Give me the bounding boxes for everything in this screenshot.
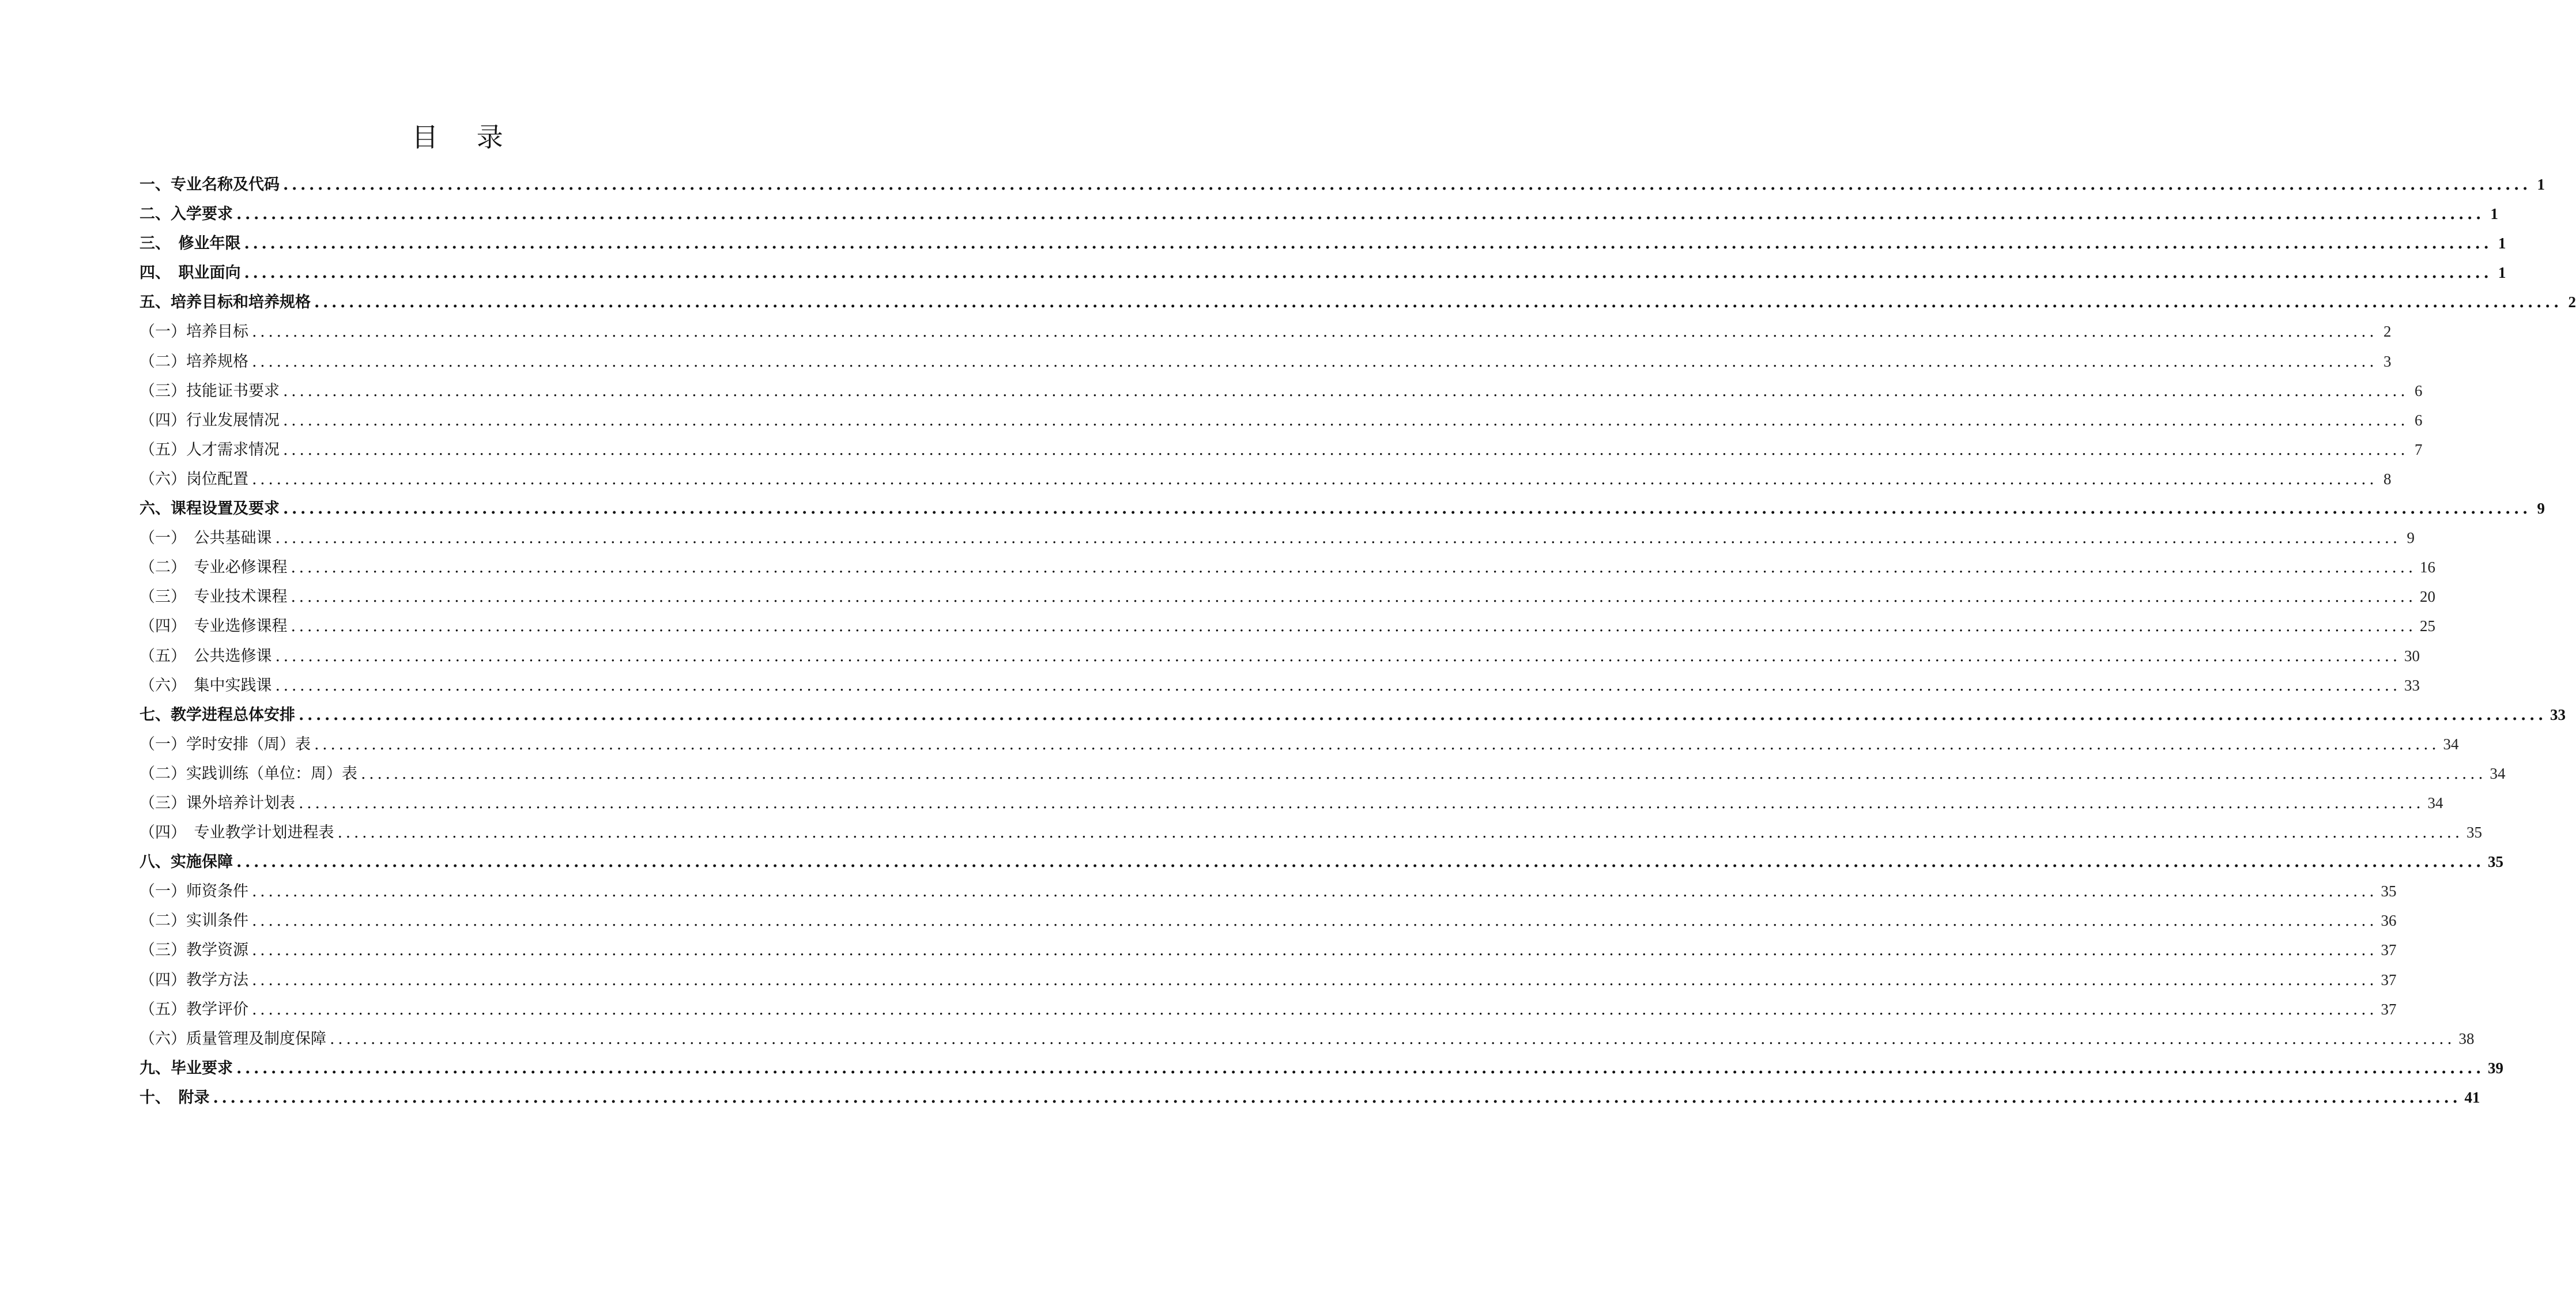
toc-dot-leader: .................................................................................................................................................................................................................................................................... bbox=[244, 264, 2492, 282]
toc-dot-leader: .................................................................................................................................................................................................................................................................... bbox=[337, 824, 2463, 842]
toc-page-number: 6 bbox=[2414, 411, 2423, 429]
toc-section-entry[interactable] bbox=[139, 877, 2397, 906]
toc-page-number: 35 bbox=[2381, 882, 2397, 900]
toc-chapter-entry[interactable] bbox=[139, 258, 2506, 288]
toc-page-number: 16 bbox=[2419, 559, 2435, 576]
toc-page-number: 7 bbox=[2414, 440, 2423, 458]
toc-page-number: 1 bbox=[2498, 264, 2506, 282]
toc-dot-leader: .................................................................................................................................................................................................................................................................... bbox=[330, 1029, 2456, 1048]
toc-page-number: 41 bbox=[2464, 1088, 2480, 1106]
toc-entry-label: 六、课程设置及要求 bbox=[139, 500, 280, 518]
toc-dot-leader: .................................................................................................................................................................................................................................................................... bbox=[299, 706, 2547, 724]
toc-dot-leader: .................................................................................................................................................................................................................................................................... bbox=[291, 617, 2416, 636]
toc-section-entry[interactable] bbox=[139, 347, 2392, 376]
toc-dot-leader: .................................................................................................................................................................................................................................................................... bbox=[361, 764, 2487, 783]
toc-entry-label: （五）教学评价 bbox=[139, 1000, 248, 1018]
toc-chapter-entry[interactable] bbox=[139, 847, 2503, 877]
toc-section-entry[interactable] bbox=[139, 1024, 2475, 1054]
toc-entry-label: 八、实施保障 bbox=[139, 853, 233, 872]
toc-entry-label: （二）实训条件 bbox=[139, 912, 248, 930]
toc-section-entry[interactable] bbox=[139, 612, 2435, 641]
toc-entry-label: （一）师资条件 bbox=[139, 882, 248, 901]
toc-section-entry[interactable] bbox=[139, 789, 2443, 818]
toc-section-entry[interactable] bbox=[139, 935, 2397, 965]
toc-dot-leader: .................................................................................................................................................................................................................................................................... bbox=[252, 323, 2378, 341]
toc-page-number: 1 bbox=[2490, 205, 2498, 223]
toc-entry-label: （六）岗位配置 bbox=[139, 470, 248, 488]
toc-page-number: 6 bbox=[2414, 382, 2423, 399]
toc-entry-label: （一） 公共基础课 bbox=[139, 529, 272, 548]
toc-chapter-entry[interactable] bbox=[139, 494, 2545, 523]
toc-entry-label: 四、 职业面向 bbox=[139, 264, 241, 282]
toc-entry-label: 九、毕业要求 bbox=[139, 1059, 233, 1077]
toc-section-entry[interactable] bbox=[139, 465, 2392, 494]
toc-entry-label: （六）质量管理及制度保障 bbox=[139, 1029, 326, 1048]
toc-section-entry[interactable] bbox=[139, 523, 2415, 553]
toc-dot-leader: .................................................................................................................................................................................................................................................................... bbox=[314, 735, 2440, 753]
toc-section-entry[interactable] bbox=[139, 317, 2392, 346]
toc-dot-leader: .................................................................................................................................................................................................................................................................... bbox=[252, 971, 2378, 989]
toc-entry-label: 五、培养目标和培养规格 bbox=[139, 293, 311, 312]
toc-entry-label: （三）技能证书要求 bbox=[139, 382, 280, 400]
toc-dot-leader: .................................................................................................................................................................................................................................................................... bbox=[283, 382, 2409, 400]
toc-dot-leader: .................................................................................................................................................................................................................................................................... bbox=[275, 529, 2401, 548]
toc-chapter-entry[interactable] bbox=[139, 199, 2498, 229]
toc-page-number: 3 bbox=[2383, 352, 2392, 370]
toc-dot-leader: .................................................................................................................................................................................................................................................................... bbox=[252, 941, 2378, 960]
toc-entry-label: （五）人才需求情况 bbox=[139, 440, 280, 459]
toc-dot-leader: .................................................................................................................................................................................................................................................................... bbox=[283, 411, 2409, 429]
toc-dot-leader: .................................................................................................................................................................................................................................................................... bbox=[252, 470, 2378, 488]
toc-entry-label: （二）培养规格 bbox=[139, 352, 248, 371]
toc-dot-leader: .................................................................................................................................................................................................................................................................... bbox=[275, 676, 2401, 695]
toc-dot-leader: .................................................................................................................................................................................................................................................................... bbox=[314, 293, 2562, 312]
toc-title: 目 录 bbox=[412, 122, 518, 153]
toc-page-number: 34 bbox=[2443, 735, 2459, 753]
toc-page-number: 37 bbox=[2381, 1000, 2397, 1018]
toc-chapter-entry[interactable] bbox=[139, 1054, 2503, 1083]
toc-section-entry[interactable] bbox=[139, 995, 2397, 1024]
toc-section-entry[interactable] bbox=[139, 759, 2506, 789]
toc-dot-leader: .................................................................................................................................................................................................................................................................... bbox=[283, 500, 2531, 518]
toc-entry-label: （四）教学方法 bbox=[139, 971, 248, 989]
toc-entry-label: 七、教学进程总体安排 bbox=[139, 706, 295, 724]
toc-dot-leader: .................................................................................................................................................................................................................................................................... bbox=[213, 1088, 2461, 1107]
toc-section-entry[interactable] bbox=[139, 818, 2482, 847]
toc-page-number: 9 bbox=[2537, 500, 2545, 518]
toc-chapter-entry[interactable] bbox=[139, 229, 2506, 258]
toc-page-number: 39 bbox=[2487, 1059, 2503, 1077]
toc-section-entry[interactable] bbox=[139, 671, 2420, 700]
toc-page-number: 8 bbox=[2383, 470, 2392, 488]
toc-page-number: 37 bbox=[2381, 971, 2397, 989]
toc-entry-label: 三、 修业年限 bbox=[139, 235, 241, 253]
toc-section-entry[interactable] bbox=[139, 730, 2459, 759]
toc-dot-leader: .................................................................................................................................................................................................................................................................... bbox=[291, 588, 2416, 606]
toc-section-entry[interactable] bbox=[139, 553, 2435, 582]
toc-page-number: 36 bbox=[2381, 912, 2397, 930]
toc-section-entry[interactable] bbox=[139, 376, 2423, 406]
toc-entry-label: 一、专业名称及代码 bbox=[139, 176, 280, 194]
toc-entry-label: （一）学时安排（周）表 bbox=[139, 735, 311, 753]
toc-page-number: 20 bbox=[2419, 588, 2435, 606]
toc-dot-leader: .................................................................................................................................................................................................................................................................... bbox=[275, 647, 2401, 665]
toc-dot-leader: .................................................................................................................................................................................................................................................................... bbox=[236, 853, 2484, 872]
toc-dot-leader: .................................................................................................................................................................................................................................................................... bbox=[299, 794, 2424, 812]
toc-page-number: 38 bbox=[2458, 1029, 2475, 1047]
toc-section-entry[interactable] bbox=[139, 965, 2397, 995]
toc-page-number: 2 bbox=[2568, 293, 2576, 311]
toc-dot-leader: .................................................................................................................................................................................................................................................................... bbox=[236, 205, 2484, 224]
toc-page-number: 33 bbox=[2404, 676, 2420, 694]
toc-entry-label: （三）课外培养计划表 bbox=[139, 794, 295, 812]
toc-entry-label: 十、 附录 bbox=[139, 1088, 210, 1107]
toc-entry-label: （一）培养目标 bbox=[139, 323, 248, 341]
toc-entry-label: （四） 专业教学计划进程表 bbox=[139, 824, 334, 842]
toc-dot-leader: .................................................................................................................................................................................................................................................................... bbox=[252, 882, 2378, 901]
toc-page-number: 37 bbox=[2381, 941, 2397, 959]
toc-page-number: 1 bbox=[2537, 176, 2545, 193]
toc-entry-label: （二） 专业必修课程 bbox=[139, 559, 288, 577]
toc-page-number: 1 bbox=[2498, 235, 2506, 252]
toc-dot-leader: .................................................................................................................................................................................................................................................................... bbox=[244, 235, 2492, 253]
toc-section-entry[interactable] bbox=[139, 642, 2420, 671]
toc-dot-leader: .................................................................................................................................................................................................................................................................... bbox=[291, 559, 2416, 577]
toc-chapter-entry[interactable] bbox=[139, 1083, 2480, 1112]
toc-page-number: 33 bbox=[2549, 706, 2566, 723]
toc-list bbox=[139, 170, 2576, 1112]
toc-entry-label: （四） 专业选修课程 bbox=[139, 617, 288, 636]
toc-dot-leader: .................................................................................................................................................................................................................................................................... bbox=[283, 176, 2531, 194]
toc-page-number: 35 bbox=[2487, 853, 2503, 871]
toc-page-number: 9 bbox=[2407, 529, 2415, 547]
toc-dot-leader: .................................................................................................................................................................................................................................................................... bbox=[252, 352, 2378, 371]
toc-dot-leader: .................................................................................................................................................................................................................................................................... bbox=[252, 912, 2378, 930]
toc-section-entry[interactable] bbox=[139, 435, 2423, 465]
toc-dot-leader: .................................................................................................................................................................................................................................................................... bbox=[252, 1000, 2378, 1018]
toc-entry-label: （五） 公共选修课 bbox=[139, 647, 272, 665]
toc-page-number: 25 bbox=[2419, 617, 2435, 635]
toc-page-number: 30 bbox=[2404, 647, 2420, 665]
toc-page-number: 34 bbox=[2427, 794, 2443, 812]
toc-entry-label: （四）行业发展情况 bbox=[139, 411, 280, 429]
toc-section-entry[interactable] bbox=[139, 582, 2435, 612]
toc-dot-leader: .................................................................................................................................................................................................................................................................... bbox=[236, 1059, 2484, 1077]
toc-chapter-entry[interactable] bbox=[139, 700, 2566, 730]
toc-entry-label: 二、入学要求 bbox=[139, 205, 233, 224]
toc-entry-label: （三）教学资源 bbox=[139, 941, 248, 960]
toc-entry-label: （六） 集中实践课 bbox=[139, 676, 272, 695]
toc-chapter-entry[interactable] bbox=[139, 170, 2545, 199]
toc-section-entry[interactable] bbox=[139, 906, 2397, 935]
toc-dot-leader: .................................................................................................................................................................................................................................................................... bbox=[283, 440, 2409, 459]
toc-entry-label: （二）实践训练（单位：周）表 bbox=[139, 764, 357, 783]
toc-page-number: 34 bbox=[2490, 764, 2506, 782]
toc-page-number: 2 bbox=[2383, 323, 2392, 341]
toc-entry-label: （三） 专业技术课程 bbox=[139, 588, 288, 606]
toc-section-entry[interactable] bbox=[139, 406, 2423, 435]
toc-page-number: 35 bbox=[2466, 824, 2482, 842]
toc-chapter-entry[interactable] bbox=[139, 288, 2576, 317]
